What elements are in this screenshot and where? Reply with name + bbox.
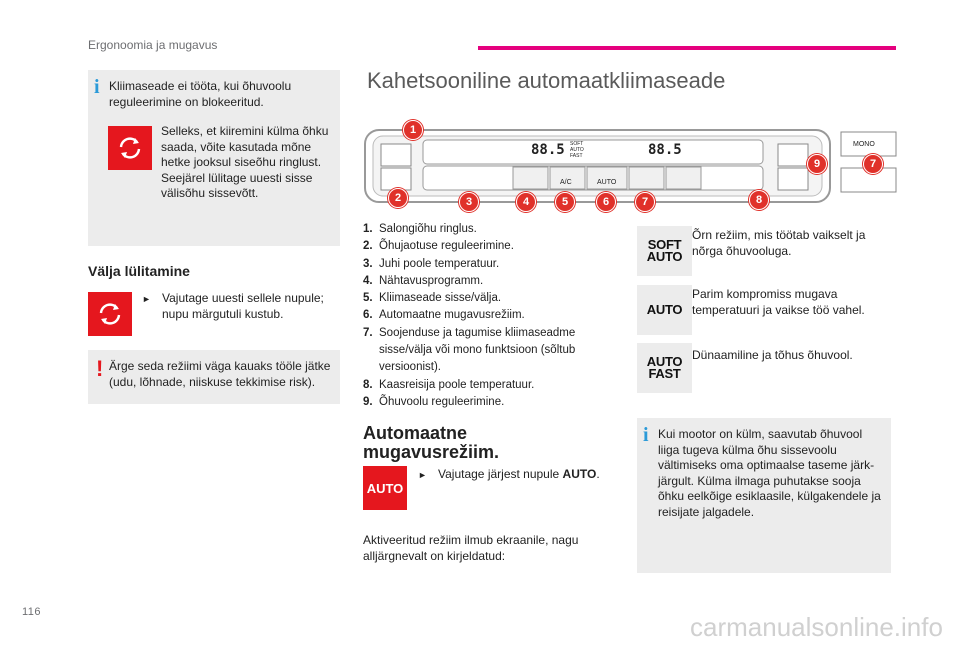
callout-badge: 7 — [863, 154, 883, 174]
info-text: Kliimaseade ei tööta, kui õhuvoolu reguleerimine on blokeeritud. — [109, 79, 292, 109]
mode-description: Parim kompromiss mugava temperatuuri ja vaikse töö vahel. — [692, 287, 865, 317]
info-text-2: Selleks, et kiiremini külma õhku saada, võite kasutada mõne hetke jooksul siseõhu ringlust. Seejärel lülitage uuesti sisse välisõhu sissevõtt. — [161, 124, 329, 200]
auto-button-icon: AUTO — [363, 466, 407, 510]
header-accent-line — [478, 46, 896, 50]
soft-auto-icon: SOFT AUTO — [637, 226, 692, 276]
display-left: 88.5 — [531, 142, 565, 158]
callout-badge: 1 — [403, 120, 423, 140]
ac-button-label: A/C — [560, 179, 572, 186]
info-box-top — [88, 70, 340, 246]
list-item: 3. Juhi poole temperatuur. — [363, 257, 500, 270]
warning-icon: ! — [96, 356, 104, 381]
callout-badge: 7 — [635, 192, 655, 212]
list-item: 9. Õhuvoolu reguleerimine. — [363, 395, 505, 408]
recirculation-icon — [108, 126, 152, 170]
mono-button-label: MONO — [853, 141, 875, 148]
climate-panel-illustration — [363, 118, 898, 208]
warning-text: Ärge seda režiimi väga kauaks tööle jätke (udu, lõhnade, niiskuse tekkimise risk). — [109, 359, 331, 389]
list-item: 8. Kaasreisija poole temperatuur. — [363, 378, 535, 391]
legend-list — [363, 221, 613, 411]
callout-badge: 8 — [749, 190, 769, 210]
callout-badge: 6 — [596, 192, 616, 212]
list-item: 7. Soojenduse ja tagumise kliimaseadme sisse/välja või mono funktsioon (sõltub versioonist). — [363, 326, 576, 374]
auto-fast-icon: AUTO FAST — [637, 343, 692, 393]
recirculation-icon — [88, 292, 132, 336]
display-fast-label: FAST — [570, 153, 583, 159]
bullet-arrow-icon: ► — [418, 470, 427, 480]
mode-description: Dünaamiline ja tõhus õhuvool. — [692, 348, 853, 362]
page-title: Kahetsooniline automaatkliimaseade — [367, 68, 726, 93]
callout-badge: 9 — [807, 154, 827, 174]
auto-paragraph: Aktiveeritud režiim ilmub ekraanile, nagu alljärgnevalt on kirjeldatud: — [363, 533, 579, 563]
display-soft-label: SOFT — [570, 141, 584, 147]
callout-badge: 5 — [555, 192, 575, 212]
switch-off-text: Vajutage uuesti sellele nupule; nupu märgutuli kustub. — [162, 291, 324, 321]
info-icon: i — [643, 424, 649, 446]
info-box-bottom — [637, 418, 891, 573]
bullet-arrow-icon: ► — [142, 294, 151, 304]
callout-badge: 3 — [459, 192, 479, 212]
callout-badge: 2 — [388, 188, 408, 208]
list-item: 2. Õhujaotuse reguleerimine. — [363, 240, 514, 253]
switch-off-title: Välja lülitamine — [88, 263, 190, 279]
section-header: Ergonoomia ja mugavus — [88, 38, 218, 52]
watermark: carmanualsonline.info — [690, 612, 943, 642]
display-right: 88.5 — [648, 142, 682, 158]
auto-button-label: AUTO — [597, 179, 617, 186]
info-text: Kui mootor on külm, saavutab õhuvool liiga tugeva külma õhu sissevoolu vältimiseks oma optimaalse taseme järk-järgult. Külma ilmaga puhutakse sooja õhku eelkõige esiklaasile, külgakendele ja reisijate jalgadele. — [658, 427, 881, 519]
list-item: 1. Salongiõhu ringlus. — [363, 223, 477, 235]
auto-bullet-text: Vajutage järjest nupule AUTO. — [438, 467, 600, 481]
list-item: 5. Kliimaseade sisse/välja. — [363, 292, 502, 305]
auto-section-title: Automaatne mugavusrežiim. — [363, 423, 500, 462]
mode-description: Õrn režiim, mis töötab vaikselt ja nõrga õhuvooluga. — [692, 228, 866, 258]
callout-badge: 4 — [516, 192, 536, 212]
page-number: 116 — [22, 606, 42, 618]
auto-icon: AUTO — [637, 285, 692, 335]
list-item: 4. Nähtavusprogramm. — [363, 274, 484, 287]
list-item: 6. Automaatne mugavusrežiim. — [363, 309, 525, 322]
info-icon: i — [94, 76, 100, 98]
display-auto-label: AUTO — [570, 147, 584, 153]
warning-box — [88, 350, 340, 404]
